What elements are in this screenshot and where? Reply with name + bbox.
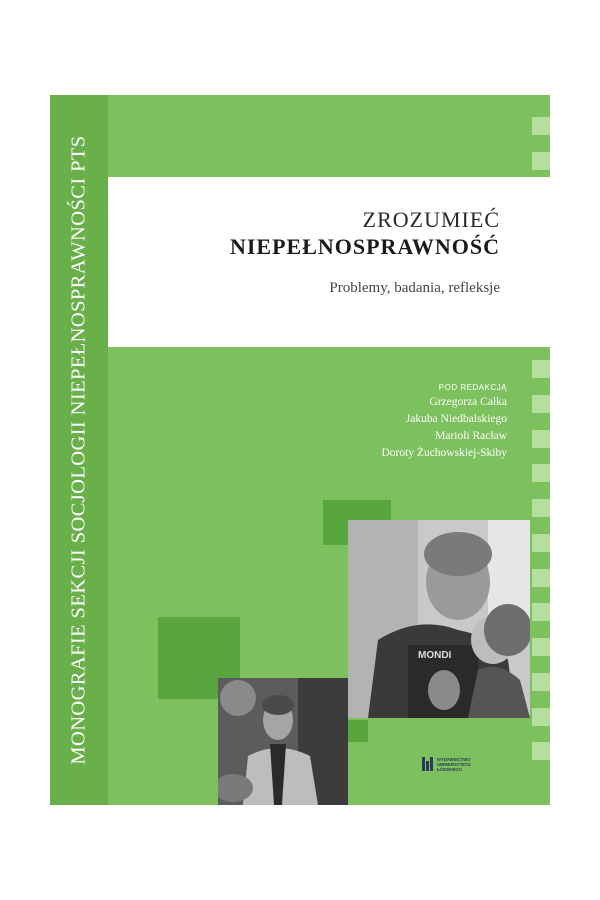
series-title: MONOGRAFIE SEKCJI SOCJOLOGII NIEPEŁNOSPRAWNOŚCI PTS — [67, 135, 90, 765]
publisher-name: WYDAWNICTWO UNIWERSYTETU ŁÓDZKIEGO — [437, 757, 471, 772]
editor-name: Doroty Żuchowskiej-Skiby — [381, 447, 507, 459]
editor-name: Grzegorza Całka — [429, 396, 507, 408]
editors-block — [381, 383, 507, 462]
photo-young-man-image — [218, 678, 348, 805]
editor-name: Marioli Racław — [435, 430, 507, 442]
photo-man-child — [348, 520, 530, 718]
title-line-1: ZROZUMIEĆ — [362, 207, 500, 232]
publisher-mark-icon — [422, 757, 433, 771]
decor-square — [346, 720, 368, 742]
book-cover — [50, 95, 550, 805]
photo-young-man — [218, 678, 348, 805]
publisher-logo — [422, 757, 471, 772]
series-band — [50, 95, 108, 805]
edge-square — [532, 430, 550, 448]
edge-square — [532, 638, 550, 656]
subtitle: Problemy, badania, refleksje — [329, 280, 500, 296]
edge-square — [532, 152, 550, 170]
title-panel — [108, 177, 550, 347]
edge-square — [532, 673, 550, 691]
edge-square — [532, 464, 550, 482]
edge-square — [532, 708, 550, 726]
edge-square — [532, 603, 550, 621]
edge-square — [532, 395, 550, 413]
edge-square — [532, 499, 550, 517]
edge-square — [532, 534, 550, 552]
svg-text:MONDI: MONDI — [418, 650, 452, 661]
photo-man-child-image — [348, 520, 530, 718]
edge-square — [532, 742, 550, 760]
editor-name: Jakuba Niedbalskiego — [405, 413, 507, 425]
title-line-2: NIEPEŁNOSPRAWNOŚĆ — [229, 234, 500, 259]
edge-square — [532, 360, 550, 378]
edge-square — [532, 569, 550, 587]
edge-square — [532, 117, 550, 135]
editors-label: POD REDAKCJĄ — [438, 383, 507, 392]
